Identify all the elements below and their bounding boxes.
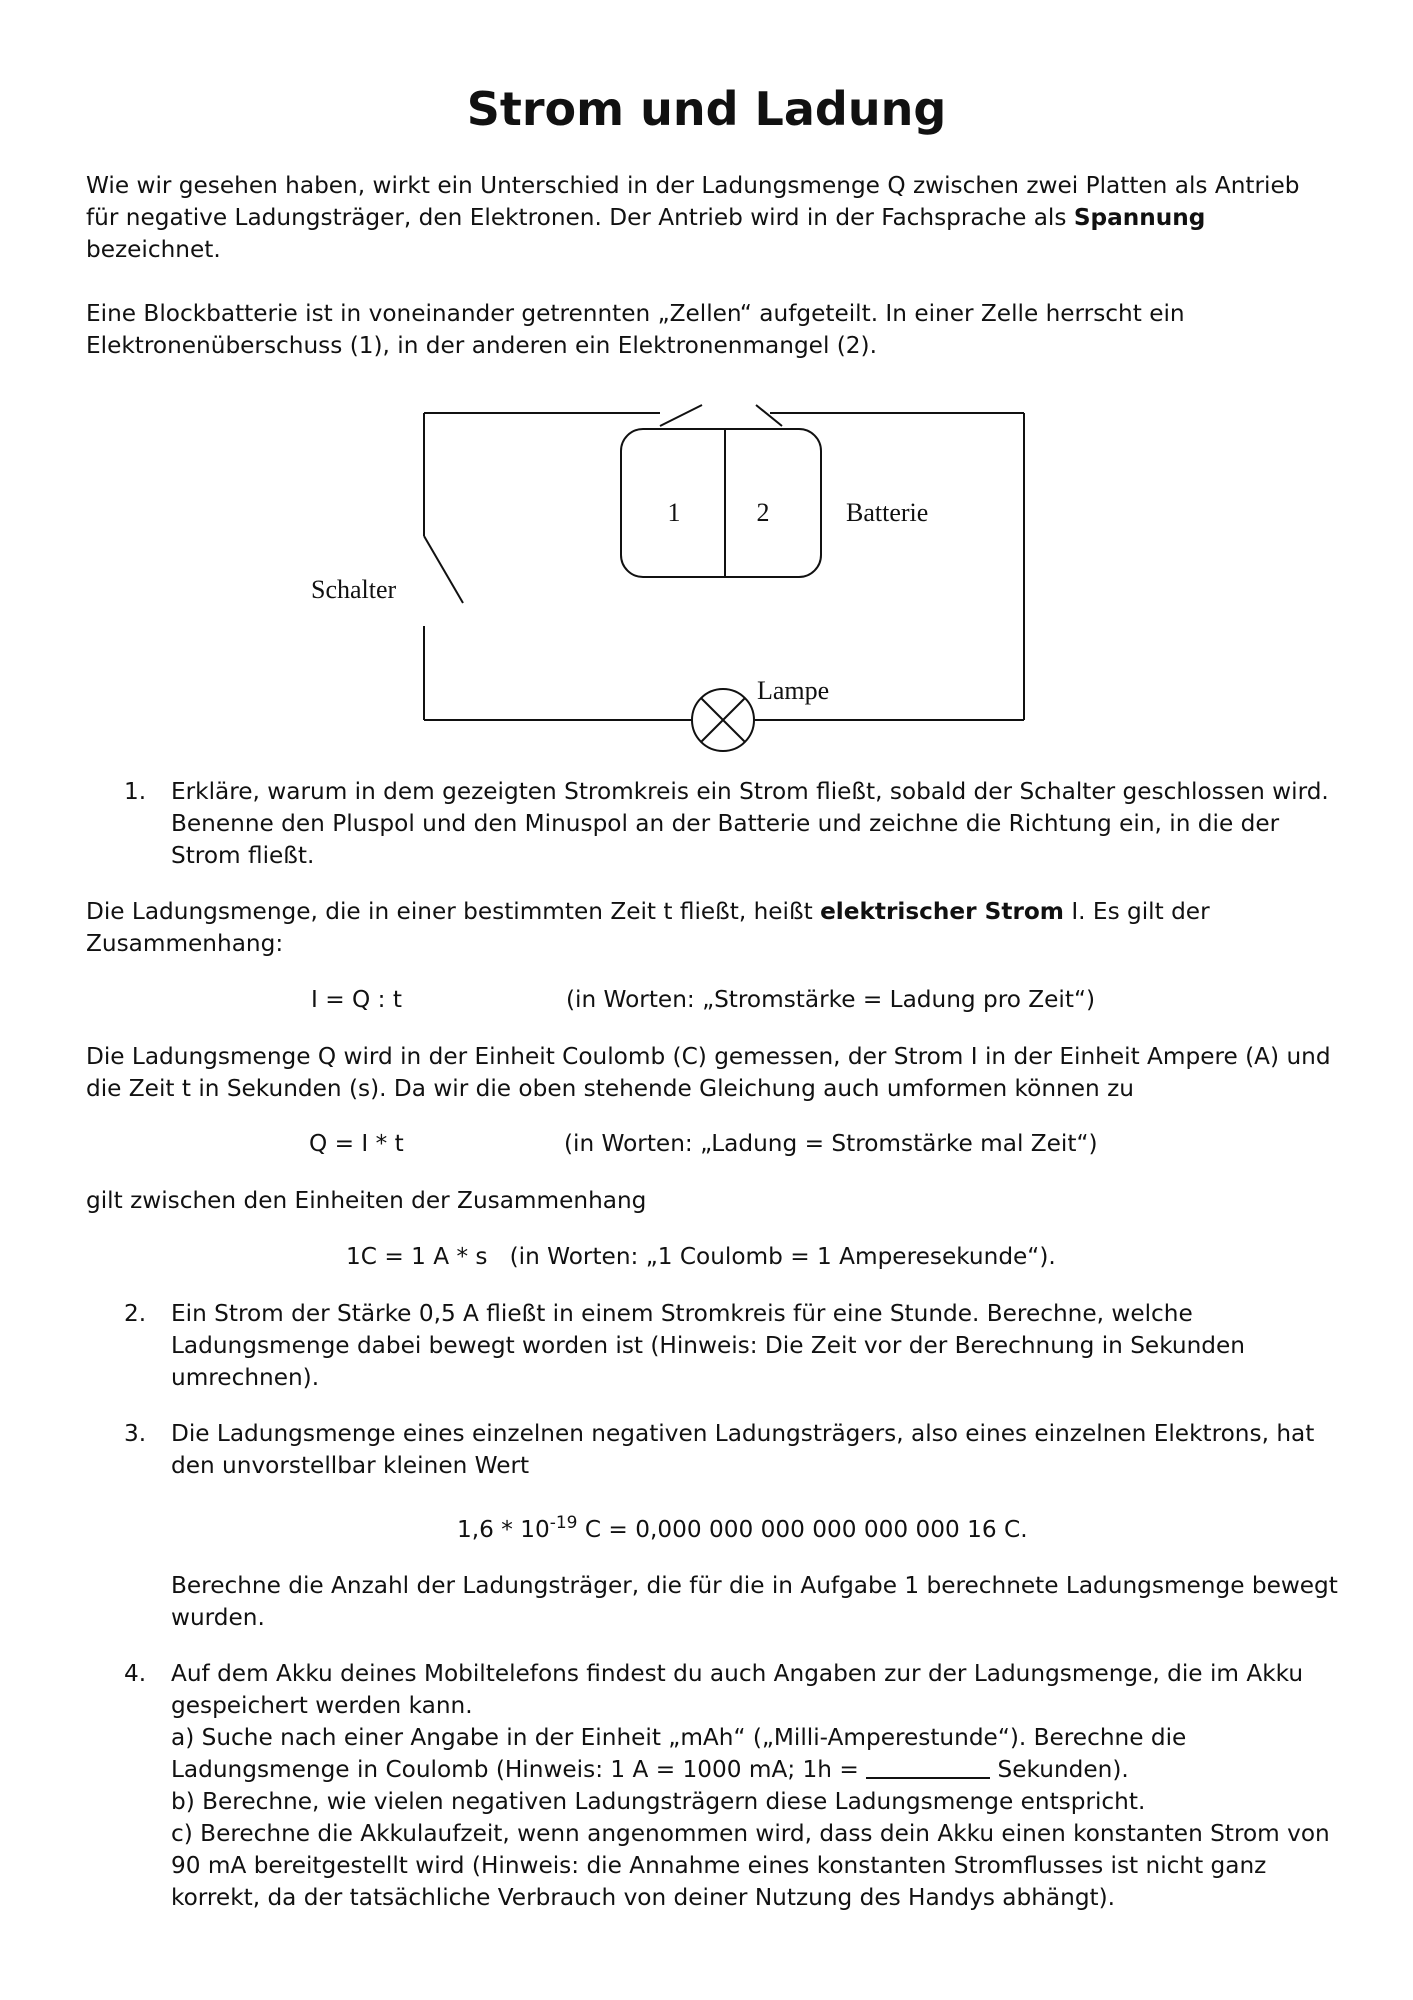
wire-battery-contact-right xyxy=(756,405,782,426)
circuit-diagram xyxy=(0,0,1413,780)
wire-battery-contact-left xyxy=(660,405,702,426)
part-a-text: a) Suche nach einer Angabe in der Einheit „mAh“ („Milli-Amperestunde“). Berechne die Ladungsmenge in Coulomb (Hinweis: 1 A = 1000 mA; 1h = xyxy=(171,1724,1187,1783)
intro-text-end: bezeichnet. xyxy=(86,236,221,263)
task-3-number: 3. xyxy=(124,1420,147,1447)
task-3-text: Die Ladungsmenge eines einzelnen negativen Ladungsträgers, also eines einzelnen Elektrons, hat den unvorstellbar kleinen Wert xyxy=(171,1420,1315,1479)
electron-charge-value xyxy=(457,1514,1028,1546)
switch-lever xyxy=(424,536,463,603)
intro-paragraph-2: Eine Blockbatterie ist in voneinander getrennten „Zellen“ aufgeteilt. In einer Zelle herrscht ein Elektronenüberschuss (1), in der anderen ein Elektronenmangel (2). xyxy=(86,300,1185,359)
units-paragraph: Die Ladungsmenge Q wird in der Einheit Coulomb (C) gemessen, der Strom I in der Einheit Ampere (A) und die Zeit t in Sekunden (s). Da wir die oben stehende Gleichung auch umformen können zu xyxy=(86,1043,1331,1102)
current-text: Die Ladungsmenge, die in einer bestimmten Zeit t fließt, heißt xyxy=(86,898,821,925)
page-title: Strom und Ladung xyxy=(466,82,947,136)
equation-2-words: (in Worten: „Ladung = Stromstärke mal Zeit“) xyxy=(564,1130,1098,1157)
part-a-text-end: Sekunden). xyxy=(990,1756,1129,1783)
task-2-text: Ein Strom der Stärke 0,5 A fließt in einem Stromkreis für eine Stunde. Berechne, welche Ladungsmenge dabei bewegt worden ist (Hinweis: Die Zeit vor der Berechnung in Sekunden umrechnen). xyxy=(171,1300,1245,1391)
task-2-number: 2. xyxy=(124,1300,147,1327)
equation-1-words: (in Worten: „Stromstärke = Ladung pro Zeit“) xyxy=(566,986,1096,1013)
equation-3: 1C = 1 A * s (in Worten: „1 Coulomb = 1 Amperesekunde“). xyxy=(346,1243,1056,1270)
charge-exponent: -19 xyxy=(549,1513,578,1533)
task-4-intro: Auf dem Akku deines Mobiltelefons findest du auch Angaben zur der Ladungsmenge, die im Akku gespeichert werden kann. xyxy=(171,1660,1304,1719)
equation-2-formula: Q = I * t xyxy=(309,1130,404,1157)
battery-cell-1-label: 1 xyxy=(667,498,681,527)
task-4-block xyxy=(171,1658,1341,1914)
charge-base: 1,6 * 10 xyxy=(457,1516,550,1543)
lamp-label: Lampe xyxy=(757,676,830,705)
task-4-part-a xyxy=(171,1722,1341,1786)
battery-cell-2-label: 2 xyxy=(756,498,770,527)
intro-text: Wie wir gesehen haben, wirkt ein Unterschied in der Ladungsmenge Q zwischen zwei Platten als Antrieb für negative Ladungsträger, den Elektronen. Der Antrieb wird in der Fachsprache als xyxy=(86,172,1300,231)
term-spannung: Spannung xyxy=(1073,204,1206,231)
current-text-end: I. Es gilt der Zusammenhang: xyxy=(86,898,1210,957)
task-4-part-c: c) Berechne die Akkulaufzeit, wenn angenommen wird, dass dein Akku einen konstanten Strom von 90 mA bereitgestellt wird (Hinweis: die Annahme eines konstanten Stromflusses ist nicht ganz korrekt, da der tatsächliche Verbrauch von deiner Nutzung des Handys abhängt). xyxy=(171,1820,1330,1911)
task-4-part-b: b) Berechne, wie vielen negativen Ladungsträgern diese Ladungsmenge entspricht. xyxy=(171,1788,1146,1815)
battery-label: Batterie xyxy=(846,498,929,527)
battery-body xyxy=(621,429,821,577)
equation-1-formula: I = Q : t xyxy=(311,986,402,1013)
current-definition xyxy=(86,896,1336,960)
answer-blank[interactable] xyxy=(866,1757,990,1779)
units-relation-text: gilt zwischen den Einheiten der Zusammenhang xyxy=(86,1187,647,1214)
charge-rest: C = 0,000 000 000 000 000 000 16 C. xyxy=(577,1516,1028,1543)
term-elektrischer-strom: elektrischer Strom xyxy=(820,898,1064,925)
task-1-text: Erkläre, warum in dem gezeigten Stromkreis ein Strom fließt, sobald der Schalter geschlossen wird. Benenne den Pluspol und den Minuspol an der Batterie und zeichne die Richtung ein, in die der Strom fließt. xyxy=(171,778,1329,869)
task-1-number: 1. xyxy=(124,778,147,805)
switch-label: Schalter xyxy=(311,575,397,604)
task-3-text-2: Berechne die Anzahl der Ladungsträger, die für die in Aufgabe 1 berechnete Ladungsmenge bewegt wurden. xyxy=(171,1572,1338,1631)
task-4-number: 4. xyxy=(124,1660,147,1687)
